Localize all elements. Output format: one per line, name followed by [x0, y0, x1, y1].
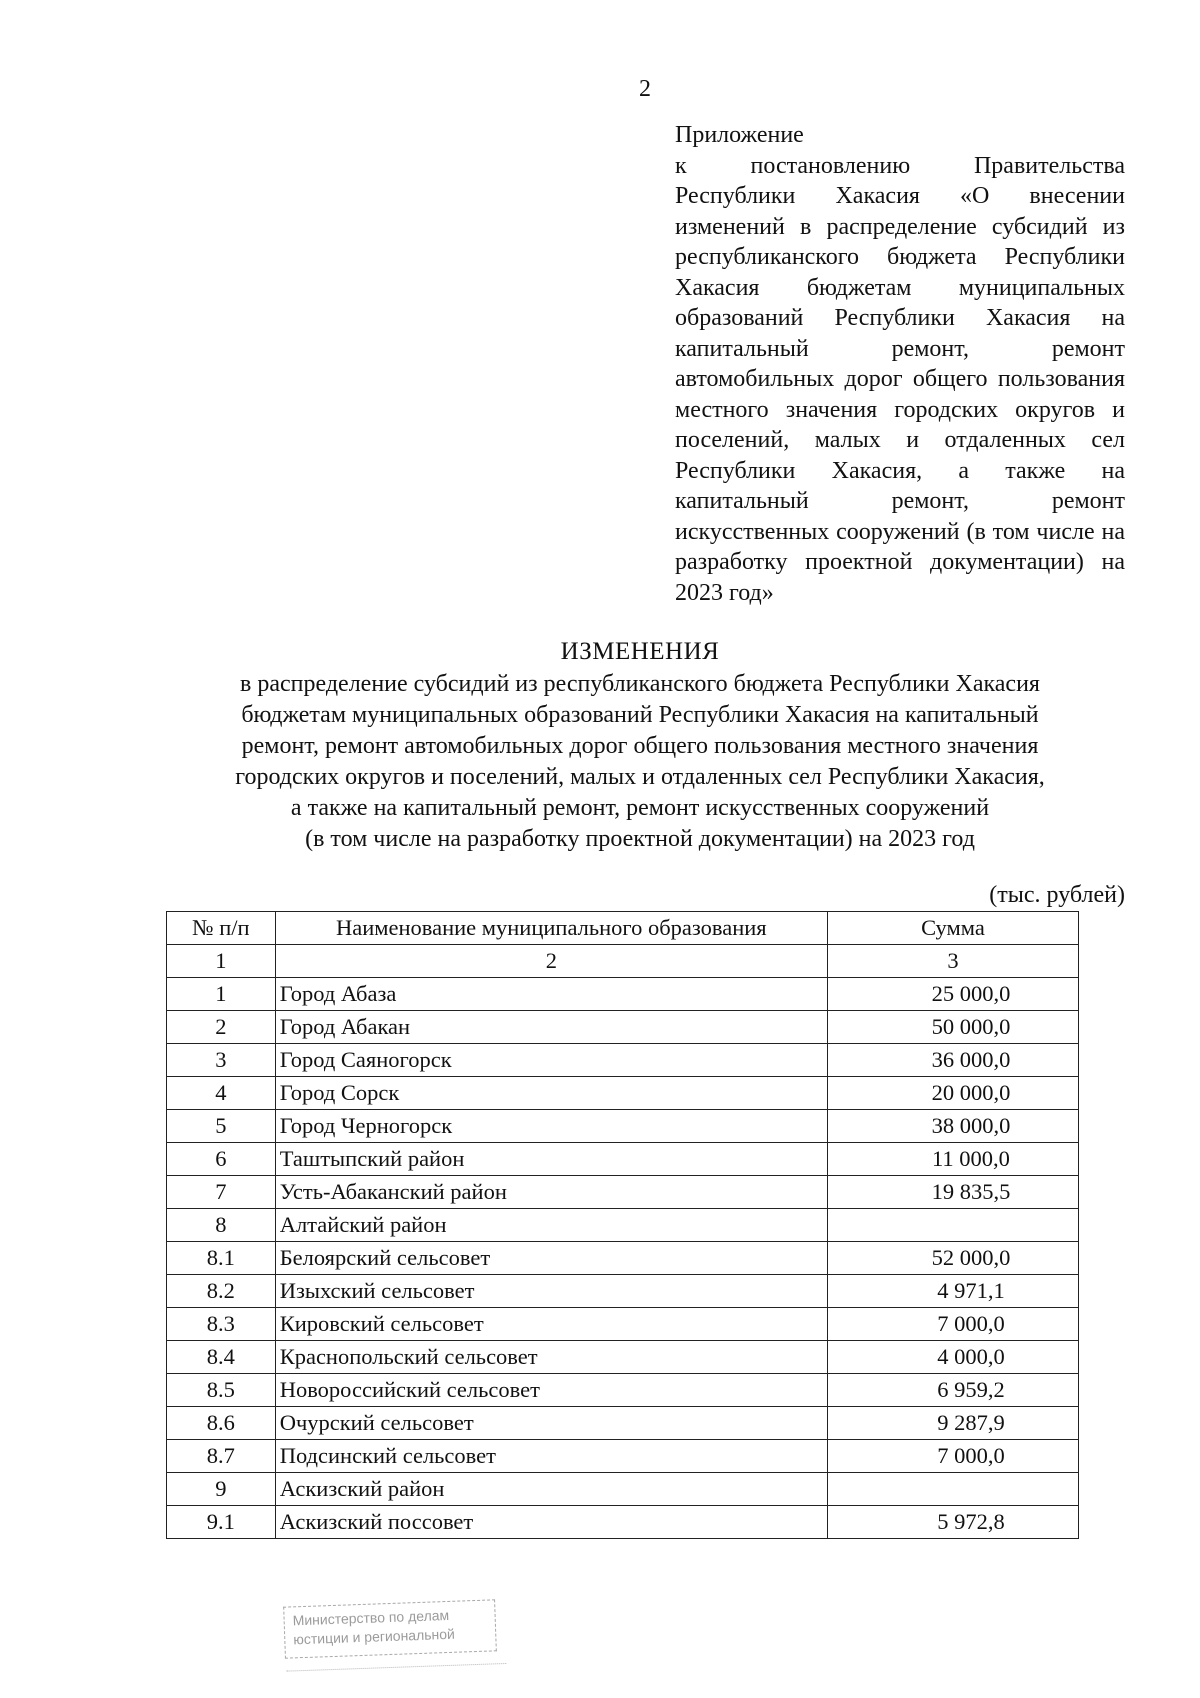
table-row: [167, 1110, 1079, 1143]
table-row: [167, 1341, 1079, 1374]
heading-line: (в том числе на разработку проектной документации) на 2023 год: [305, 826, 975, 852]
row-number: 8.1: [167, 1242, 276, 1275]
row-name: Новороссийский сельсовет: [275, 1374, 827, 1407]
row-sum: 52 000,0: [827, 1242, 1078, 1275]
row-name: Аскизский район: [275, 1473, 827, 1506]
heading-line: в распределение субсидий из республиканского бюджета Республики Хакасия: [240, 671, 1040, 697]
row-number: 4: [167, 1077, 276, 1110]
index-cell: 3: [827, 945, 1078, 978]
row-number: 8.4: [167, 1341, 276, 1374]
units-label: (тыс. рублей): [989, 882, 1125, 908]
heading-title: ИЗМЕНЕНИЯ: [560, 638, 720, 665]
document-heading: [140, 636, 1140, 855]
table-row: [167, 1209, 1079, 1242]
heading-line: ремонт, ремонт автомобильных дорог общего пользования местного значения: [241, 733, 1039, 759]
table-row: [167, 1011, 1079, 1044]
row-sum: 7 000,0: [827, 1308, 1078, 1341]
row-name: Усть-Абаканский район: [275, 1176, 827, 1209]
table-row: [167, 1143, 1079, 1176]
stamp-line: юстиции и региональной: [293, 1625, 456, 1648]
row-number: 8.5: [167, 1374, 276, 1407]
row-name: Город Черногорск: [275, 1110, 827, 1143]
table-row: [167, 1473, 1079, 1506]
row-number: 8.7: [167, 1440, 276, 1473]
row-sum: [827, 1473, 1078, 1506]
table-row: [167, 1440, 1079, 1473]
row-number: 9: [167, 1473, 276, 1506]
row-number: 7: [167, 1176, 276, 1209]
row-sum: 20 000,0: [827, 1077, 1078, 1110]
row-sum: 38 000,0: [827, 1110, 1078, 1143]
row-name: Таштыпский район: [275, 1143, 827, 1176]
header-number: № п/п: [167, 912, 276, 945]
table-index-row: [167, 945, 1079, 978]
row-name: Город Абаза: [275, 978, 827, 1011]
table-row: [167, 1374, 1079, 1407]
table-row: [167, 1407, 1079, 1440]
row-name: Аскизский поссовет: [275, 1506, 827, 1539]
row-name: Очурский сельсовет: [275, 1407, 827, 1440]
heading-line: городских округов и поселений, малых и отдаленных сел Республики Хакасия,: [235, 764, 1045, 790]
row-sum: [827, 1209, 1078, 1242]
table-row: [167, 1308, 1079, 1341]
row-name: Подсинский сельсовет: [275, 1440, 827, 1473]
row-name: Краснопольский сельсовет: [275, 1341, 827, 1374]
page-number: 2: [639, 76, 651, 102]
heading-line: бюджетам муниципальных образований Республики Хакасия на капитальный: [241, 702, 1039, 728]
table-row: [167, 978, 1079, 1011]
row-number: 1: [167, 978, 276, 1011]
table-row: [167, 1077, 1079, 1110]
registration-stamp: [283, 1599, 497, 1658]
subsidy-table: [166, 911, 1079, 1539]
row-sum: 19 835,5: [827, 1176, 1078, 1209]
row-number: 6: [167, 1143, 276, 1176]
row-sum: 4 000,0: [827, 1341, 1078, 1374]
row-sum: 5 972,8: [827, 1506, 1078, 1539]
row-name: Изыхский сельсовет: [275, 1275, 827, 1308]
heading-line: а также на капитальный ремонт, ремонт искусственных сооружений: [290, 795, 990, 821]
row-number: 8.3: [167, 1308, 276, 1341]
table-row: [167, 1506, 1079, 1539]
table-row: [167, 1242, 1079, 1275]
row-number: 8: [167, 1209, 276, 1242]
row-sum: 7 000,0: [827, 1440, 1078, 1473]
stamp-line: Министерство по делам: [292, 1606, 450, 1629]
row-sum: 9 287,9: [827, 1407, 1078, 1440]
header-sum: Сумма: [827, 912, 1078, 945]
row-sum: 50 000,0: [827, 1011, 1078, 1044]
row-number: 8.6: [167, 1407, 276, 1440]
row-name: Город Абакан: [275, 1011, 827, 1044]
row-number: 8.2: [167, 1275, 276, 1308]
stamp-underline: [286, 1663, 506, 1672]
row-sum: 25 000,0: [827, 978, 1078, 1011]
header-name: Наименование муниципального образования: [275, 912, 827, 945]
row-name: Город Саяногорск: [275, 1044, 827, 1077]
table-row: [167, 1044, 1079, 1077]
row-number: 5: [167, 1110, 276, 1143]
index-cell: 2: [275, 945, 827, 978]
row-sum: 36 000,0: [827, 1044, 1078, 1077]
row-name: Алтайский район: [275, 1209, 827, 1242]
table-header-row: [167, 912, 1079, 945]
appendix-text: к постановлению Правительства Республики Хакасия «О внесении изменений в распределение субсидий из республиканского бюджета Республики Хакасия бюджетам муниципальных образований Республики Хакасия на капитальный ремонт, ремонт автомобильных дорог общего пользования местного значения городских округов и поселений, малых и отдаленных сел Республики Хакасия, а также на капитальный ремонт, ремонт искусственных сооружений (в том числе на разработку проектной документации) на 2023 год»: [675, 152, 1125, 606]
appendix-title: Приложение: [675, 122, 804, 148]
row-number: 3: [167, 1044, 276, 1077]
row-name: Город Сорск: [275, 1077, 827, 1110]
row-name: Белоярский сельсовет: [275, 1242, 827, 1275]
table-row: [167, 1176, 1079, 1209]
appendix-block: [675, 120, 1125, 608]
row-sum: 6 959,2: [827, 1374, 1078, 1407]
row-number: 9.1: [167, 1506, 276, 1539]
row-sum: 11 000,0: [827, 1143, 1078, 1176]
index-cell: 1: [167, 945, 276, 978]
table-row: [167, 1275, 1079, 1308]
row-name: Кировский сельсовет: [275, 1308, 827, 1341]
row-number: 2: [167, 1011, 276, 1044]
row-sum: 4 971,1: [827, 1275, 1078, 1308]
